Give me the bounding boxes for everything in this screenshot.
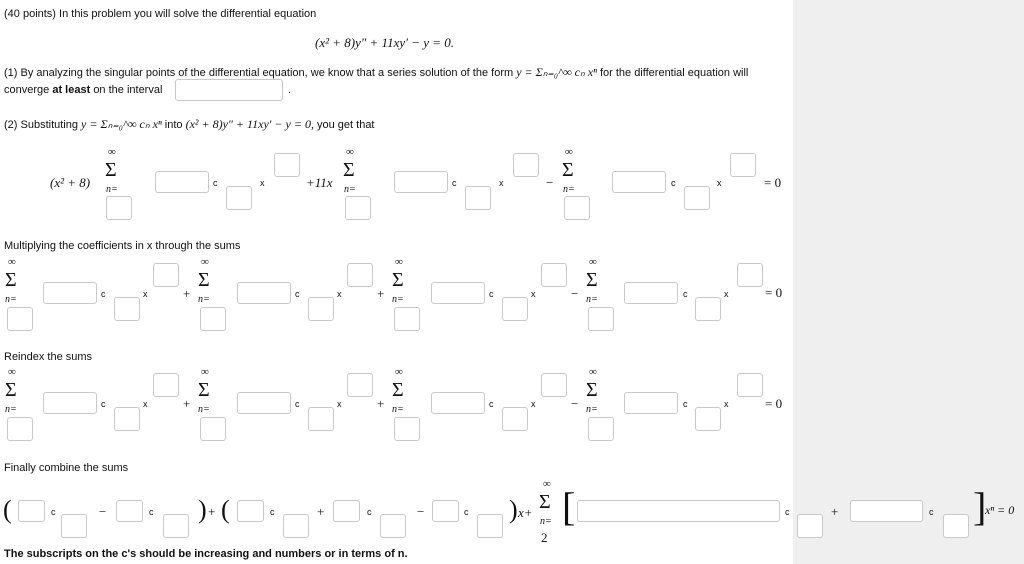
sum-lower-input[interactable] [200,307,226,331]
sum-lower-input[interactable] [564,196,590,220]
part1-series: y = Σₙ₌₀^∞ cₙ xⁿ [516,65,597,79]
x-exponent-input[interactable] [347,263,373,287]
sum-sigma: Σ [392,269,404,291]
coeff-input[interactable] [431,282,485,304]
sum-lower-input[interactable] [394,307,420,331]
c-subscript-input[interactable] [943,514,969,538]
sum-lower-input[interactable] [588,307,614,331]
c-subscript-input[interactable] [114,407,140,431]
sum-sigma: Σ [198,379,210,401]
sum-sigma: Σ [392,379,404,401]
sum-lower-input[interactable] [7,307,33,331]
coeff-input[interactable] [237,392,291,414]
coeff-input[interactable] [394,171,448,193]
part1-suffix: for the differential equation will [599,67,749,79]
c-subscript-input[interactable] [684,186,710,210]
c-subscript-input[interactable] [797,514,823,538]
c-subscript-input[interactable] [308,407,334,431]
c-subscript-input[interactable] [163,514,189,538]
sum-lower-value: 2 [541,530,548,545]
x-exponent-input[interactable] [274,153,300,177]
x-exponent-input[interactable] [347,373,373,397]
sum-lower-input[interactable] [106,196,132,220]
part2-text: (2) Substituting y = Σₙ₌₀^∞ cₙ xⁿ into (x² + 8)y″ + 11xy′ − y = 0, you get that [4,117,375,131]
coeff-input[interactable] [18,500,45,522]
coeff-input[interactable] [432,500,459,522]
c-subscript-input[interactable] [226,186,252,210]
section-multiply: Multiplying the coefficients in x through the sums [4,240,241,252]
section-reindex: Reindex the sums [4,351,93,363]
coeff-input[interactable] [624,392,678,414]
interval-input[interactable] [175,79,283,101]
sum-sigma: Σ [5,379,17,401]
x-exponent-input[interactable] [541,263,567,287]
coeff-input[interactable] [624,282,678,304]
main-equation: (x² + 8)y″ + 11xy′ − y = 0. [315,35,455,50]
c-subscript-input[interactable] [695,297,721,321]
x-exponent-input[interactable] [513,153,539,177]
footer-note: The subscripts on the c's should be increasing and numbers or in terms of n. [4,548,408,560]
part1-text [4,65,748,80]
x-exponent-input[interactable] [737,263,763,287]
c-subscript-input[interactable] [502,407,528,431]
sum-lower-input[interactable] [200,417,226,441]
coeff-input[interactable] [43,392,97,414]
section-combine: Finally combine the sums [4,462,129,474]
coeff-input[interactable] [43,282,97,304]
side-panel: + c ] xⁿ = 0 [793,0,1024,564]
coeff-input[interactable] [116,500,143,522]
sum-sigma: Σ [198,269,210,291]
coeff-input[interactable] [155,171,209,193]
c-subscript-input[interactable] [380,514,406,538]
sum-sigma: Σ [343,159,355,181]
x-exponent-input[interactable] [153,263,179,287]
c-subscript-input[interactable] [502,297,528,321]
sum-lower-input[interactable] [394,417,420,441]
sum-lower-input[interactable] [7,417,33,441]
sum-sigma: Σ [5,269,17,291]
x-exponent-input[interactable] [153,373,179,397]
c-subscript-input[interactable] [283,514,309,538]
sum-sigma: Σ [586,269,598,291]
sum-sigma: Σ [562,159,574,181]
c-subscript-input[interactable] [695,407,721,431]
x-exponent-input[interactable] [737,373,763,397]
part1-line2: converge at least on the interval [4,84,163,96]
x-exponent-input[interactable] [730,153,756,177]
c-subscript-input[interactable] [465,186,491,210]
coeff-input[interactable] [577,500,780,522]
sum-sigma: Σ [539,491,551,513]
coeff-input[interactable] [612,171,666,193]
sum-sigma: Σ [586,379,598,401]
sum-lower-input[interactable] [588,417,614,441]
coeff-input[interactable] [850,500,923,522]
sum-sigma: Σ [105,159,117,181]
part1-prefix: (1) By analyzing the singular points of the differential equation, we know that a series solution of the form [4,67,514,79]
x-exponent-input[interactable] [541,373,567,397]
problem-content: (40 points) In this problem you will solve the differential equation (x² + 8)y″ + 11xy′ − y = 0. (1) By analyzing the singular points of the differential equation, we know that a series solution of the form y = Σₙ₌₀^∞ cₙ xⁿ for the differential equation will converge at least on the interval . (2) Substituting y = Σₙ₌₀^∞ cₙ xⁿ into (x² + 8)y″ + 11xy′ − y = 0, you get that (x² + 8) ∞ Σ n= c x +11x ∞ Σ n= c x − ∞ Σ n= c x = 0 Multiplying the coefficients in x through the sums ∞ Σ n= c x + ∞ Σ n= c x + ∞ Σ n= c x − ∞ Σ n= c x = 0 Reindex the sums ∞ Σ n= c x + ∞ Σ n= c x + ∞ Σ n= c x − ∞ Σ n= c x = 0 Finally combine the sums ( c − c ) + ( c + c − c ) x+ ∞ Σ n= 2 [ c The subscripts on the c's should be increasing and numbers or in terms of n. [0,0,793,564]
sum-lower-input[interactable] [345,196,371,220]
coeff-input[interactable] [431,392,485,414]
coeff-input[interactable] [333,500,360,522]
coeff-input[interactable] [237,282,291,304]
c-subscript-input[interactable] [477,514,503,538]
c-subscript-input[interactable] [308,297,334,321]
c-subscript-input[interactable] [61,514,87,538]
coeff-input[interactable] [237,500,264,522]
c-subscript-input[interactable] [114,297,140,321]
problem-header: (40 points) In this problem you will solve the differential equation [4,8,317,20]
final-rhs: xⁿ = 0 [985,503,1015,517]
